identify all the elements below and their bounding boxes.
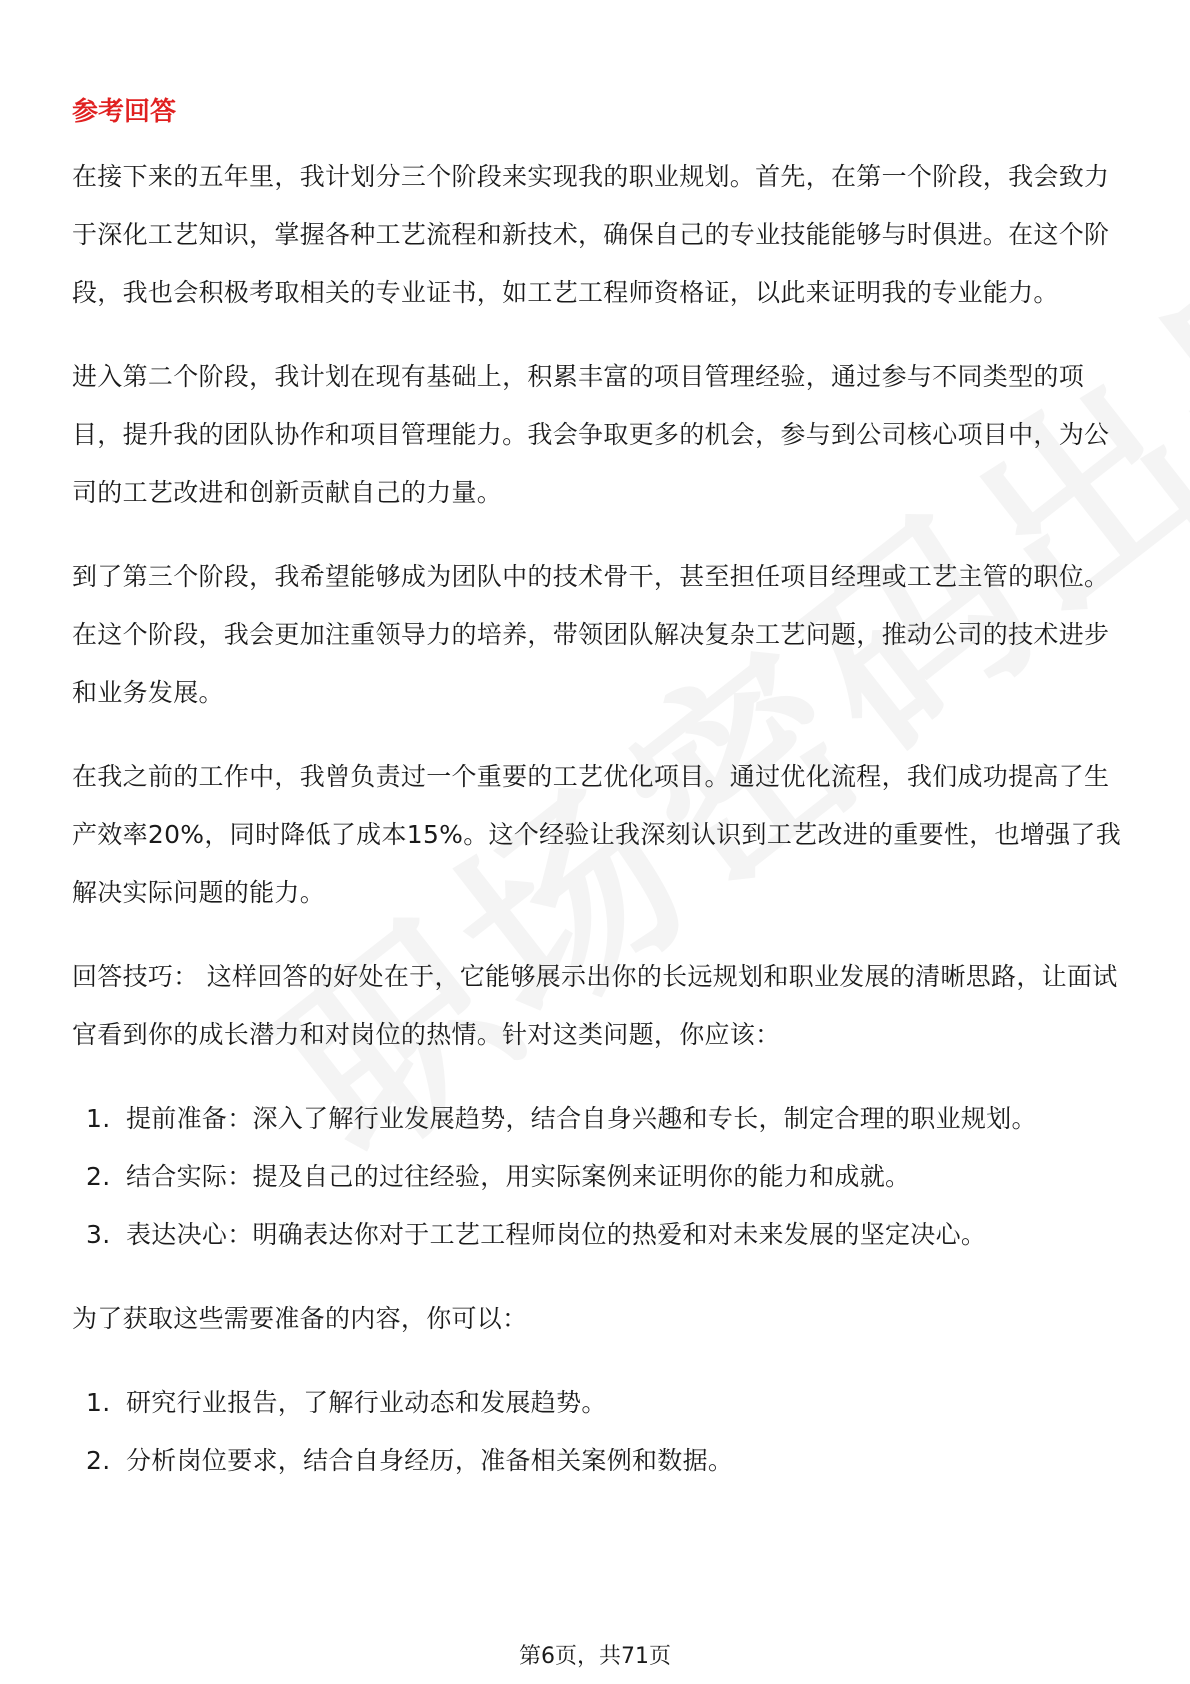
- prep-list: [72, 1374, 1122, 1490]
- list-item-number: 3.: [86, 1220, 111, 1249]
- tips-list: [72, 1090, 1122, 1264]
- page-content: [72, 92, 1122, 1516]
- list-item-number: 2.: [86, 1162, 111, 1191]
- list-item-text: 结合实际：提及自己的过往经验，用实际案例来证明你的能力和成就。: [126, 1162, 911, 1191]
- list-item: [72, 1206, 1122, 1264]
- list-item-text: 研究行业报告，了解行业动态和发展趋势。: [126, 1388, 607, 1417]
- list-item: [72, 1432, 1122, 1490]
- paragraph-experience: 在我之前的工作中，我曾负责过一个重要的工艺优化项目。通过优化流程，我们成功提高了生产效率20%，同时降低了成本15%。这个经验让我深刻认识到工艺改进的重要性，也增强了我解决实际问题的能力。: [72, 762, 1122, 907]
- list-item-number: 1.: [86, 1388, 111, 1417]
- page-number: 第6页，共71页: [519, 1644, 671, 1669]
- list-item-text: 表达决心：明确表达你对于工艺工程师岗位的热爱和对未来发展的坚定决心。: [126, 1220, 987, 1249]
- paragraph-prep-intro: 为了获取这些需要准备的内容，你可以：: [72, 1304, 528, 1333]
- paragraph-answer-tips: 回答技巧： 这样回答的好处在于，它能够展示出你的长远规划和职业发展的清晰思路，让面试官看到你的成长潜力和对岗位的热情。针对这类问题，你应该：: [72, 962, 1118, 1049]
- paragraph-stage-two: 进入第二个阶段，我计划在现有基础上，积累丰富的项目管理经验，通过参与不同类型的项目，提升我的团队协作和项目管理能力。我会争取更多的机会，参与到公司核心项目中，为公司的工艺改进和创新贡献自己的力量。: [72, 362, 1110, 507]
- paragraph-stage-one: 在接下来的五年里，我计划分三个阶段来实现我的职业规划。首先，在第一个阶段，我会致力于深化工艺知识，掌握各种工艺流程和新技术，确保自己的专业技能能够与时俱进。在这个阶段，我也会积极考取相关的专业证书，如工艺工程师资格证，以此来证明我的专业能力。: [72, 162, 1110, 307]
- list-item-number: 1.: [86, 1104, 111, 1133]
- list-item: [72, 1374, 1122, 1432]
- list-item: [72, 1090, 1122, 1148]
- list-item-number: 2.: [86, 1446, 111, 1475]
- list-item-text: 提前准备：深入了解行业发展趋势，结合自身兴趣和专长，制定合理的职业规划。: [126, 1104, 1037, 1133]
- list-item: [72, 1148, 1122, 1206]
- paragraph-stage-three: 到了第三个阶段，我希望能够成为团队中的技术骨干，甚至担任项目经理或工艺主管的职位。在这个阶段，我会更加注重领导力的培养，带领团队解决复杂工艺问题，推动公司的技术进步和业务发展。: [72, 562, 1110, 707]
- section-heading: 参考回答: [72, 97, 177, 127]
- list-item-text: 分析岗位要求，结合自身经历，准备相关案例和数据。: [126, 1446, 734, 1475]
